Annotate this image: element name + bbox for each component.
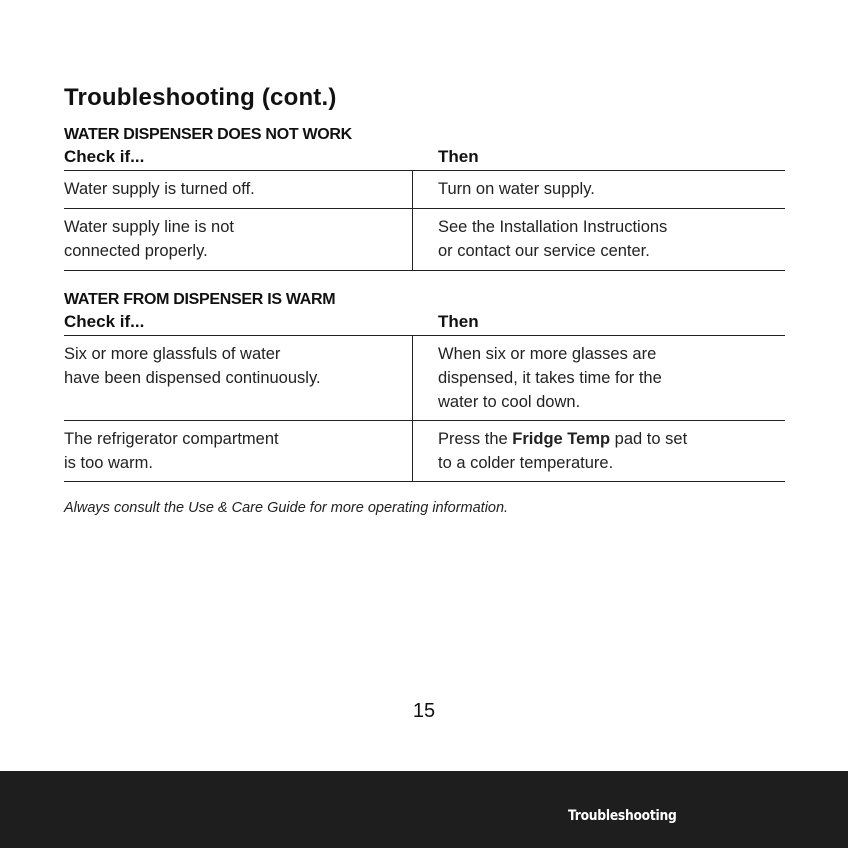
fridge-temp-pad-label: Fridge Temp bbox=[512, 430, 611, 448]
check-cell: The refrigerator compartment is too warm. bbox=[64, 430, 279, 472]
column-header-check: Check if... bbox=[64, 312, 145, 331]
then-cell: Turn on water supply. bbox=[438, 180, 595, 198]
section-dispenser-warm bbox=[64, 289, 785, 482]
then-cell bbox=[438, 427, 784, 475]
footer-band bbox=[0, 771, 848, 848]
then-text-suffix: pad to set to a colder temperature. bbox=[438, 430, 688, 472]
column-divider bbox=[412, 421, 413, 481]
table-row bbox=[64, 209, 785, 271]
section-heading: WATER FROM DISPENSER IS WARM bbox=[64, 291, 336, 308]
column-divider bbox=[412, 336, 413, 420]
table-row bbox=[64, 336, 785, 421]
then-cell: When six or more glasses are dispensed, it takes time for the water to cool down. bbox=[438, 345, 662, 411]
then-cell: See the Installation Instructions or contact our service center. bbox=[438, 218, 668, 260]
then-text-prefix: Press the bbox=[438, 430, 513, 448]
section-heading: WATER DISPENSER DOES NOT WORK bbox=[64, 126, 352, 143]
column-divider bbox=[412, 209, 413, 270]
column-header-check: Check if... bbox=[64, 147, 145, 166]
section-dispenser-not-working bbox=[64, 124, 785, 271]
page-number: 15 bbox=[412, 700, 436, 722]
check-cell: Water supply is turned off. bbox=[64, 180, 255, 198]
table-row bbox=[64, 421, 785, 482]
table-header bbox=[64, 311, 785, 336]
check-cell: Six or more glassfuls of water have been dispensed continuously. bbox=[64, 345, 321, 387]
page-title: Troubleshooting (cont.) bbox=[64, 84, 337, 111]
check-cell: Water supply line is not connected properly. bbox=[64, 218, 234, 260]
footer-section-label: Troubleshooting bbox=[568, 808, 677, 824]
footnote: Always consult the Use & Care Guide for more operating information. bbox=[64, 500, 509, 516]
column-header-then: Then bbox=[438, 312, 479, 331]
column-header-then: Then bbox=[438, 147, 479, 166]
table-header bbox=[64, 146, 785, 171]
column-divider bbox=[412, 171, 413, 208]
table-row bbox=[64, 171, 785, 209]
